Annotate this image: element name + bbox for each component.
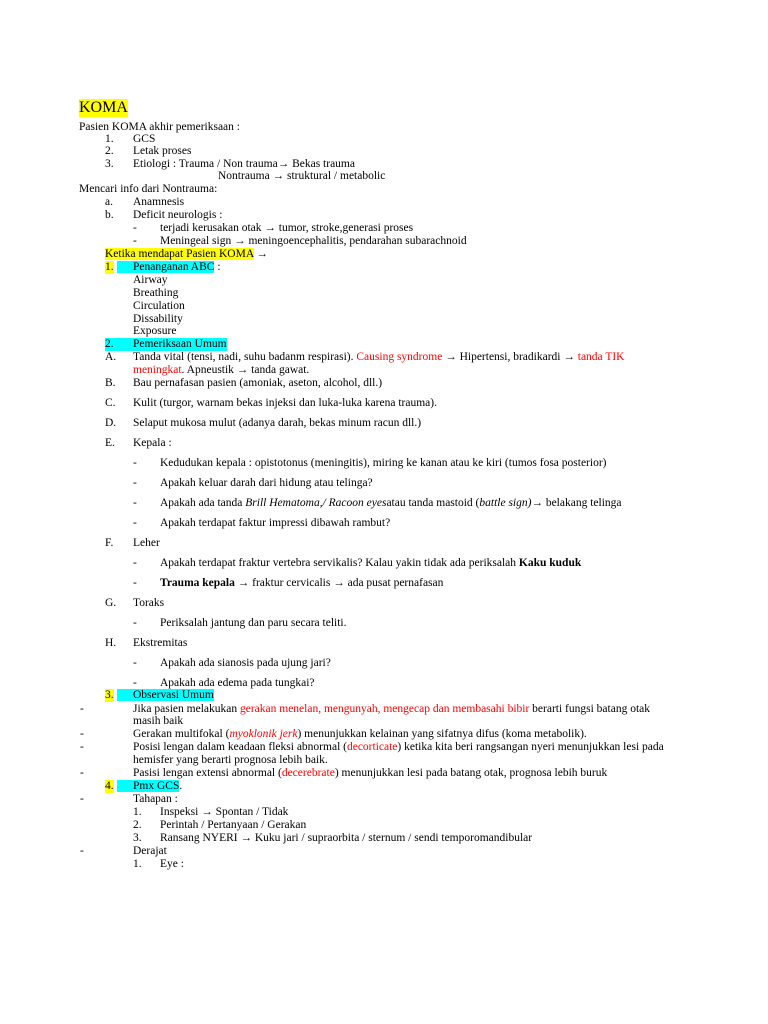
list-item-text: Toraks — [133, 597, 165, 609]
sub-list-item-text: Perintah / Pertanyaan / Gerakan — [160, 819, 307, 831]
text-segment: ) menunjukkan lesi pada batang otak, prognosa lebih buruk — [334, 767, 608, 779]
list-item — [0, 196, 768, 209]
list-item — [0, 377, 768, 390]
list-item — [0, 209, 768, 222]
list-marker: 2. — [105, 145, 114, 157]
document-title: KOMA — [79, 99, 128, 116]
italic-text: battle sign) — [479, 497, 532, 509]
text-segment: Jika pasien melakukan — [133, 703, 240, 715]
sub-list-item — [0, 832, 768, 845]
sub-list-item — [0, 557, 768, 570]
red-text: gerakan menelan, mengunyah, mengecap dan membasahi bibir — [239, 703, 530, 715]
section-number: 2. — [105, 338, 133, 351]
intro-text: Pasien KOMA akhir pemeriksaan : — [79, 121, 240, 133]
bullet-dash: - — [133, 657, 137, 669]
section-number: 4. — [105, 780, 114, 792]
sub-list-item — [0, 858, 768, 871]
list-marker: b. — [105, 209, 114, 221]
text-segment: Posisi lengan dalam keadaan fleksi abnormal ( — [133, 741, 347, 753]
list-marker: a. — [105, 196, 113, 208]
continuation-line — [0, 364, 768, 377]
sub-list-item-text: Kedudukan kepala : opistotonus (meningitis), miring ke kanan atau ke kiri (tumos fosa posterior) — [160, 457, 607, 469]
bullet-item-text: Tahapan : — [133, 793, 178, 805]
list-marker: C. — [105, 397, 116, 409]
list-marker: 1. — [105, 133, 114, 145]
red-text: Causing syndrome — [356, 351, 443, 363]
sub-list-item-text — [160, 577, 443, 590]
bullet-dash: - — [133, 557, 137, 569]
plain-item-text: Circulation — [133, 300, 185, 312]
text-segment: berarti fungsi batang otak — [529, 703, 651, 715]
bullet-dash: - — [133, 517, 137, 529]
sub-list-item — [0, 617, 768, 630]
continuation-text: hemisfer yang berarti prognosa lebih baik. — [133, 754, 328, 766]
bullet-dash: - — [80, 728, 84, 740]
text-segment: Apakah terdapat fraktur vertebra servikalis? Kalau yakin tidak ada periksalah — [160, 557, 519, 569]
sub-list-item — [0, 235, 768, 248]
bullet-dash: - — [80, 741, 84, 753]
text-segment: → belakang telinga — [531, 497, 622, 509]
sub-list-item-text: Apakah ada edema pada tungkai? — [160, 677, 315, 689]
red-text: meningkat — [133, 364, 182, 376]
plain-item-text: Dissability — [133, 313, 183, 325]
sub-list-item — [0, 457, 768, 470]
list-item — [0, 597, 768, 610]
continuation-text: Nontrauma → struktural / metabolic — [218, 170, 386, 182]
list-marker: 1. — [133, 806, 142, 818]
plain-item-text: Exposure — [133, 325, 177, 337]
bullet-item — [0, 793, 768, 806]
text-segment: ) menunjukkan kelainan yang sifatnya difus (koma metabolik). — [297, 728, 587, 740]
text-segment: : — [214, 261, 221, 273]
text-segment: Pasisi lengan extensi abnormal ( — [133, 767, 282, 779]
list-item-text: Deficit neurologis : — [133, 209, 223, 221]
list-marker: F. — [105, 537, 114, 549]
sub-list-item — [0, 477, 768, 490]
list-item-text: Selaput mukosa mulut (adanya darah, bekas minum racun dll.) — [133, 417, 422, 429]
bullet-dash: - — [133, 677, 137, 689]
red-text: decorticate — [346, 741, 398, 753]
italic-text: Brill Hematoma,/ Racoon eyes — [245, 497, 387, 509]
list-marker: A. — [105, 351, 117, 363]
bullet-dash: - — [80, 845, 84, 857]
section-heading-line — [0, 261, 768, 274]
list-marker: 3. — [105, 158, 114, 170]
sub-list-item — [0, 819, 768, 832]
highlighted-text: Penanganan ABC — [117, 261, 214, 273]
section-heading — [117, 780, 182, 793]
bullet-dash: - — [133, 577, 137, 589]
highlighted-text: Ketika mendapat Pasien KOMA — [105, 248, 254, 260]
bullet-item-text: Derajat — [133, 845, 167, 857]
bullet-dash: - — [133, 477, 137, 489]
red-italic-text: myoklonik jerk — [229, 728, 298, 740]
list-item-text: Kulit (turgor, warnam bekas injeksi dan luka-luka karena trauma). — [133, 397, 437, 409]
continuation-line — [0, 170, 768, 183]
section-heading-line — [0, 248, 768, 261]
text-segment: . Apneustik → tanda gawat. — [181, 364, 310, 376]
highlighted-text: Observasi Umum — [117, 689, 214, 701]
sub-list-item-text: Eye : — [160, 858, 184, 870]
section-heading-line — [0, 689, 768, 702]
section-number: 3. — [105, 689, 114, 701]
text-segment: → — [253, 248, 268, 260]
plain-item — [0, 325, 768, 338]
continuation-line — [0, 754, 768, 767]
list-item — [0, 351, 768, 364]
paragraph-text: Mencari info dari Nontrauma: — [79, 183, 218, 195]
section-heading — [105, 248, 268, 261]
sub-list-item — [0, 517, 768, 530]
bullet-item — [0, 845, 768, 858]
sub-list-item-text: Ransang NYERI → Kuku jari / supraorbita / sternum / sendi temporomandibular — [160, 832, 533, 844]
section-heading: Pemeriksaan Umum — [133, 338, 227, 350]
list-marker: 1. — [133, 858, 142, 870]
sub-list-item-text — [160, 557, 581, 570]
list-marker: H. — [105, 637, 117, 649]
red-text: decerebrate — [281, 767, 335, 779]
list-item-text: Bau pernafasan pasien (amoniak, aseton, alcohol, dll.) — [133, 377, 383, 389]
list-item-text — [133, 351, 624, 364]
text-segment: fraktur cervicalis → ada pusat pernafasan — [249, 577, 444, 589]
list-item-text: Kepala : — [133, 437, 172, 449]
bullet-dash: - — [80, 793, 84, 805]
section-heading — [117, 261, 221, 274]
highlighted-text: Pmx GCS — [117, 780, 179, 792]
sub-list-item — [0, 222, 768, 235]
list-marker: 2. — [133, 819, 142, 831]
continuation-line — [0, 715, 768, 728]
bullet-dash: - — [80, 767, 84, 779]
bullet-dash: - — [133, 457, 137, 469]
list-item — [0, 537, 768, 550]
list-marker: D. — [105, 417, 117, 429]
bold-text: Trauma kepala → — [160, 577, 250, 589]
bullet-item — [0, 767, 768, 780]
sub-list-item-text: Apakah keluar darah dari hidung atau telinga? — [160, 477, 373, 489]
list-marker: G. — [105, 597, 117, 609]
list-item — [0, 637, 768, 650]
section-heading — [117, 689, 214, 702]
bold-text: Kaku kuduk — [518, 557, 582, 569]
text-segment: Tanda vital (tensi, nadi, suhu badanm respirasi). — [133, 351, 357, 363]
text-segment: Apakah ada tanda — [160, 497, 246, 509]
list-item-text: Ekstremitas — [133, 637, 188, 649]
continuation-text: masih baik — [133, 715, 184, 727]
sub-list-item — [0, 497, 768, 510]
sub-list-item — [0, 577, 768, 590]
bullet-item — [0, 728, 768, 741]
text-segment: Gerakan multifokal ( — [133, 728, 230, 740]
section-heading-line — [0, 338, 768, 351]
list-marker: E. — [105, 437, 115, 449]
bullet-item-text — [133, 767, 607, 780]
text-segment: → Hipertensi, bradikardi → — [442, 351, 578, 363]
plain-item — [0, 300, 768, 313]
list-item-text: Anamnesis — [133, 196, 185, 208]
sub-list-item-text: Apakah ada sianosis pada ujung jari? — [160, 657, 331, 669]
bullet-item-text — [133, 728, 587, 741]
sub-list-item — [0, 657, 768, 670]
list-item-text: Letak proses — [133, 145, 192, 157]
red-text: tanda TIK — [577, 351, 625, 363]
sub-list-item-text: Apakah terdapat faktur impressi dibawah rambut? — [160, 517, 391, 529]
list-item-text: Leher — [133, 537, 160, 549]
bullet-dash: - — [80, 703, 84, 715]
bullet-dash: - — [133, 497, 137, 509]
sub-list-item-text — [160, 497, 622, 510]
sub-list-item — [0, 806, 768, 819]
list-item — [0, 145, 768, 158]
sub-list-item-text: Inspeksi → Spontan / Tidak — [160, 806, 289, 818]
bullet-item — [0, 741, 768, 754]
paragraph-line — [0, 183, 768, 196]
plain-item-text: Breathing — [133, 287, 179, 299]
sub-list-item-text: Periksalah jantung dan paru secara teliti. — [160, 617, 347, 629]
sub-list-item-text: Meningeal sign → meningoencephalitis, pendarahan subarachnoid — [160, 235, 467, 247]
section-number: 1. — [105, 261, 114, 273]
list-item-text: Etiologi : Trauma / Non trauma→ Bekas trauma — [133, 158, 355, 170]
list-item-text: GCS — [133, 133, 156, 145]
text-segment: ) ketika kita beri rangsangan nyeri menunjukkan lesi pada — [397, 741, 664, 753]
list-item — [0, 417, 768, 430]
bullet-dash: - — [133, 235, 137, 247]
list-item — [0, 437, 768, 450]
plain-item — [0, 287, 768, 300]
list-marker: 3. — [133, 832, 142, 844]
bullet-item-text — [133, 741, 664, 754]
section-heading-line — [0, 780, 768, 793]
list-marker: B. — [105, 377, 116, 389]
list-item — [0, 397, 768, 410]
sub-list-item-text: terjadi kerusakan otak → tumor, stroke,generasi proses — [160, 222, 414, 234]
bullet-dash: - — [133, 222, 137, 234]
plain-item-text: Airway — [133, 274, 168, 286]
continuation-text — [133, 364, 309, 377]
bullet-dash: - — [133, 617, 137, 629]
text-segment: . — [179, 780, 183, 792]
plain-item — [0, 274, 768, 287]
text-segment: atau tanda mastoid ( — [386, 497, 480, 509]
